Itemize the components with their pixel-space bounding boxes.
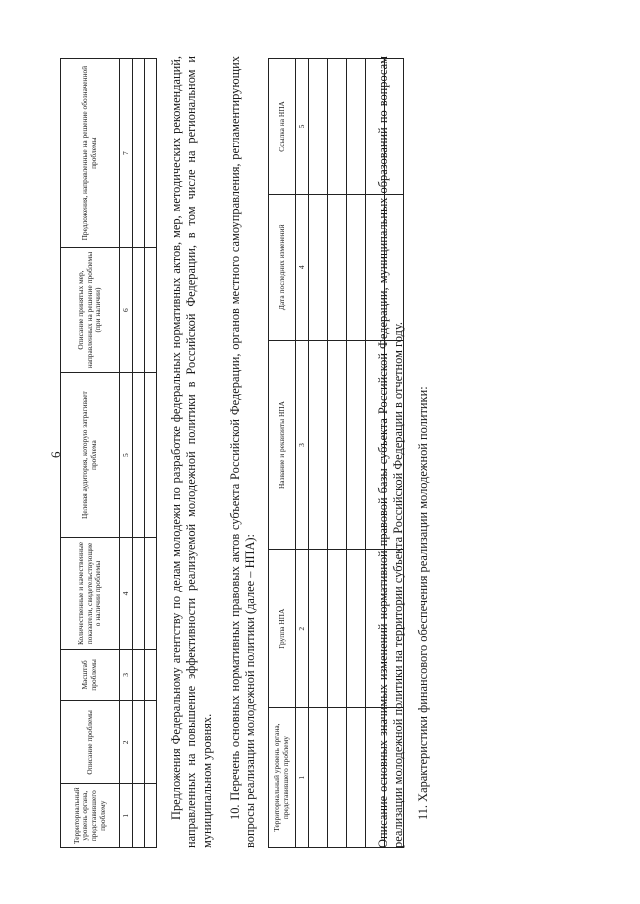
column-index-row	[120, 59, 133, 848]
problems-table	[60, 58, 157, 848]
col-index: 4	[296, 194, 309, 340]
col-header: Территориальный уровень органа, представившего проблему	[61, 784, 120, 848]
col-index: 5	[120, 372, 133, 538]
col-index: 2	[296, 550, 309, 708]
col-header: Количественные и качественные показатели, свидетельствующие о наличии проблемы	[61, 538, 120, 649]
col-index: 1	[120, 784, 133, 848]
table-row	[145, 59, 157, 848]
col-index: 1	[296, 708, 309, 848]
col-header: Территориальный уровень органа, представившего проблему	[269, 708, 296, 848]
col-index: 3	[120, 649, 133, 701]
col-header: Дата последних изменений	[269, 194, 296, 340]
col-header: Группа НПА	[269, 550, 296, 708]
table-row	[328, 59, 347, 848]
table-row	[347, 59, 366, 848]
table-header-row	[269, 59, 296, 848]
col-header: Название и реквизиты НПА	[269, 340, 296, 550]
section-11-heading: 11. Характеристики финансового обеспечения реализации молодежной политики:	[416, 386, 430, 820]
section-10-heading: 10. Перечень основных нормативных правовых актов субъекта Российской Федерации, органов местного самоуправления, регламентирующих вопросы реализации молодежной политики (далее – НПА):	[228, 56, 258, 848]
column-index-row	[296, 59, 309, 848]
col-index: 4	[120, 538, 133, 649]
table-row	[309, 59, 328, 848]
page-number: 6	[48, 451, 63, 458]
col-index: 5	[296, 59, 309, 195]
changes-paragraph: Описание основных значимых изменений нормативной правовой базы субъекта Российской Федерации, муниципальных образований по вопросам реализации молодежной политики на территории субъекта Российской Федерации в отчетном году.	[376, 56, 406, 848]
col-header: Масштаб проблемы	[61, 649, 120, 701]
col-header: Предложения, направленные на решение обозначенной проблемы	[61, 59, 120, 248]
table-header-row	[61, 59, 120, 848]
table-row	[133, 59, 145, 848]
col-header: Целевая аудитория, которую затрагивает проблема	[61, 372, 120, 538]
col-header: Ссылка на НПА	[269, 59, 296, 195]
col-index: 7	[120, 59, 133, 248]
col-index: 2	[120, 701, 133, 784]
col-index: 3	[296, 340, 309, 550]
col-header: Описание принятых мер, направленных на решение проблемы (при наличии)	[61, 248, 120, 373]
proposals-paragraph: Предложения Федеральному агентству по делам молодежи по разработке федеральных нормативных актов, мер, методических рекомендаций, направленных на повышение эффективности реализуемой молодежной политики в Российской Федерации, в том числе на региональном и муниципальном уровнях.	[169, 56, 214, 848]
col-index: 6	[120, 248, 133, 373]
col-header: Описание проблемы	[61, 701, 120, 784]
